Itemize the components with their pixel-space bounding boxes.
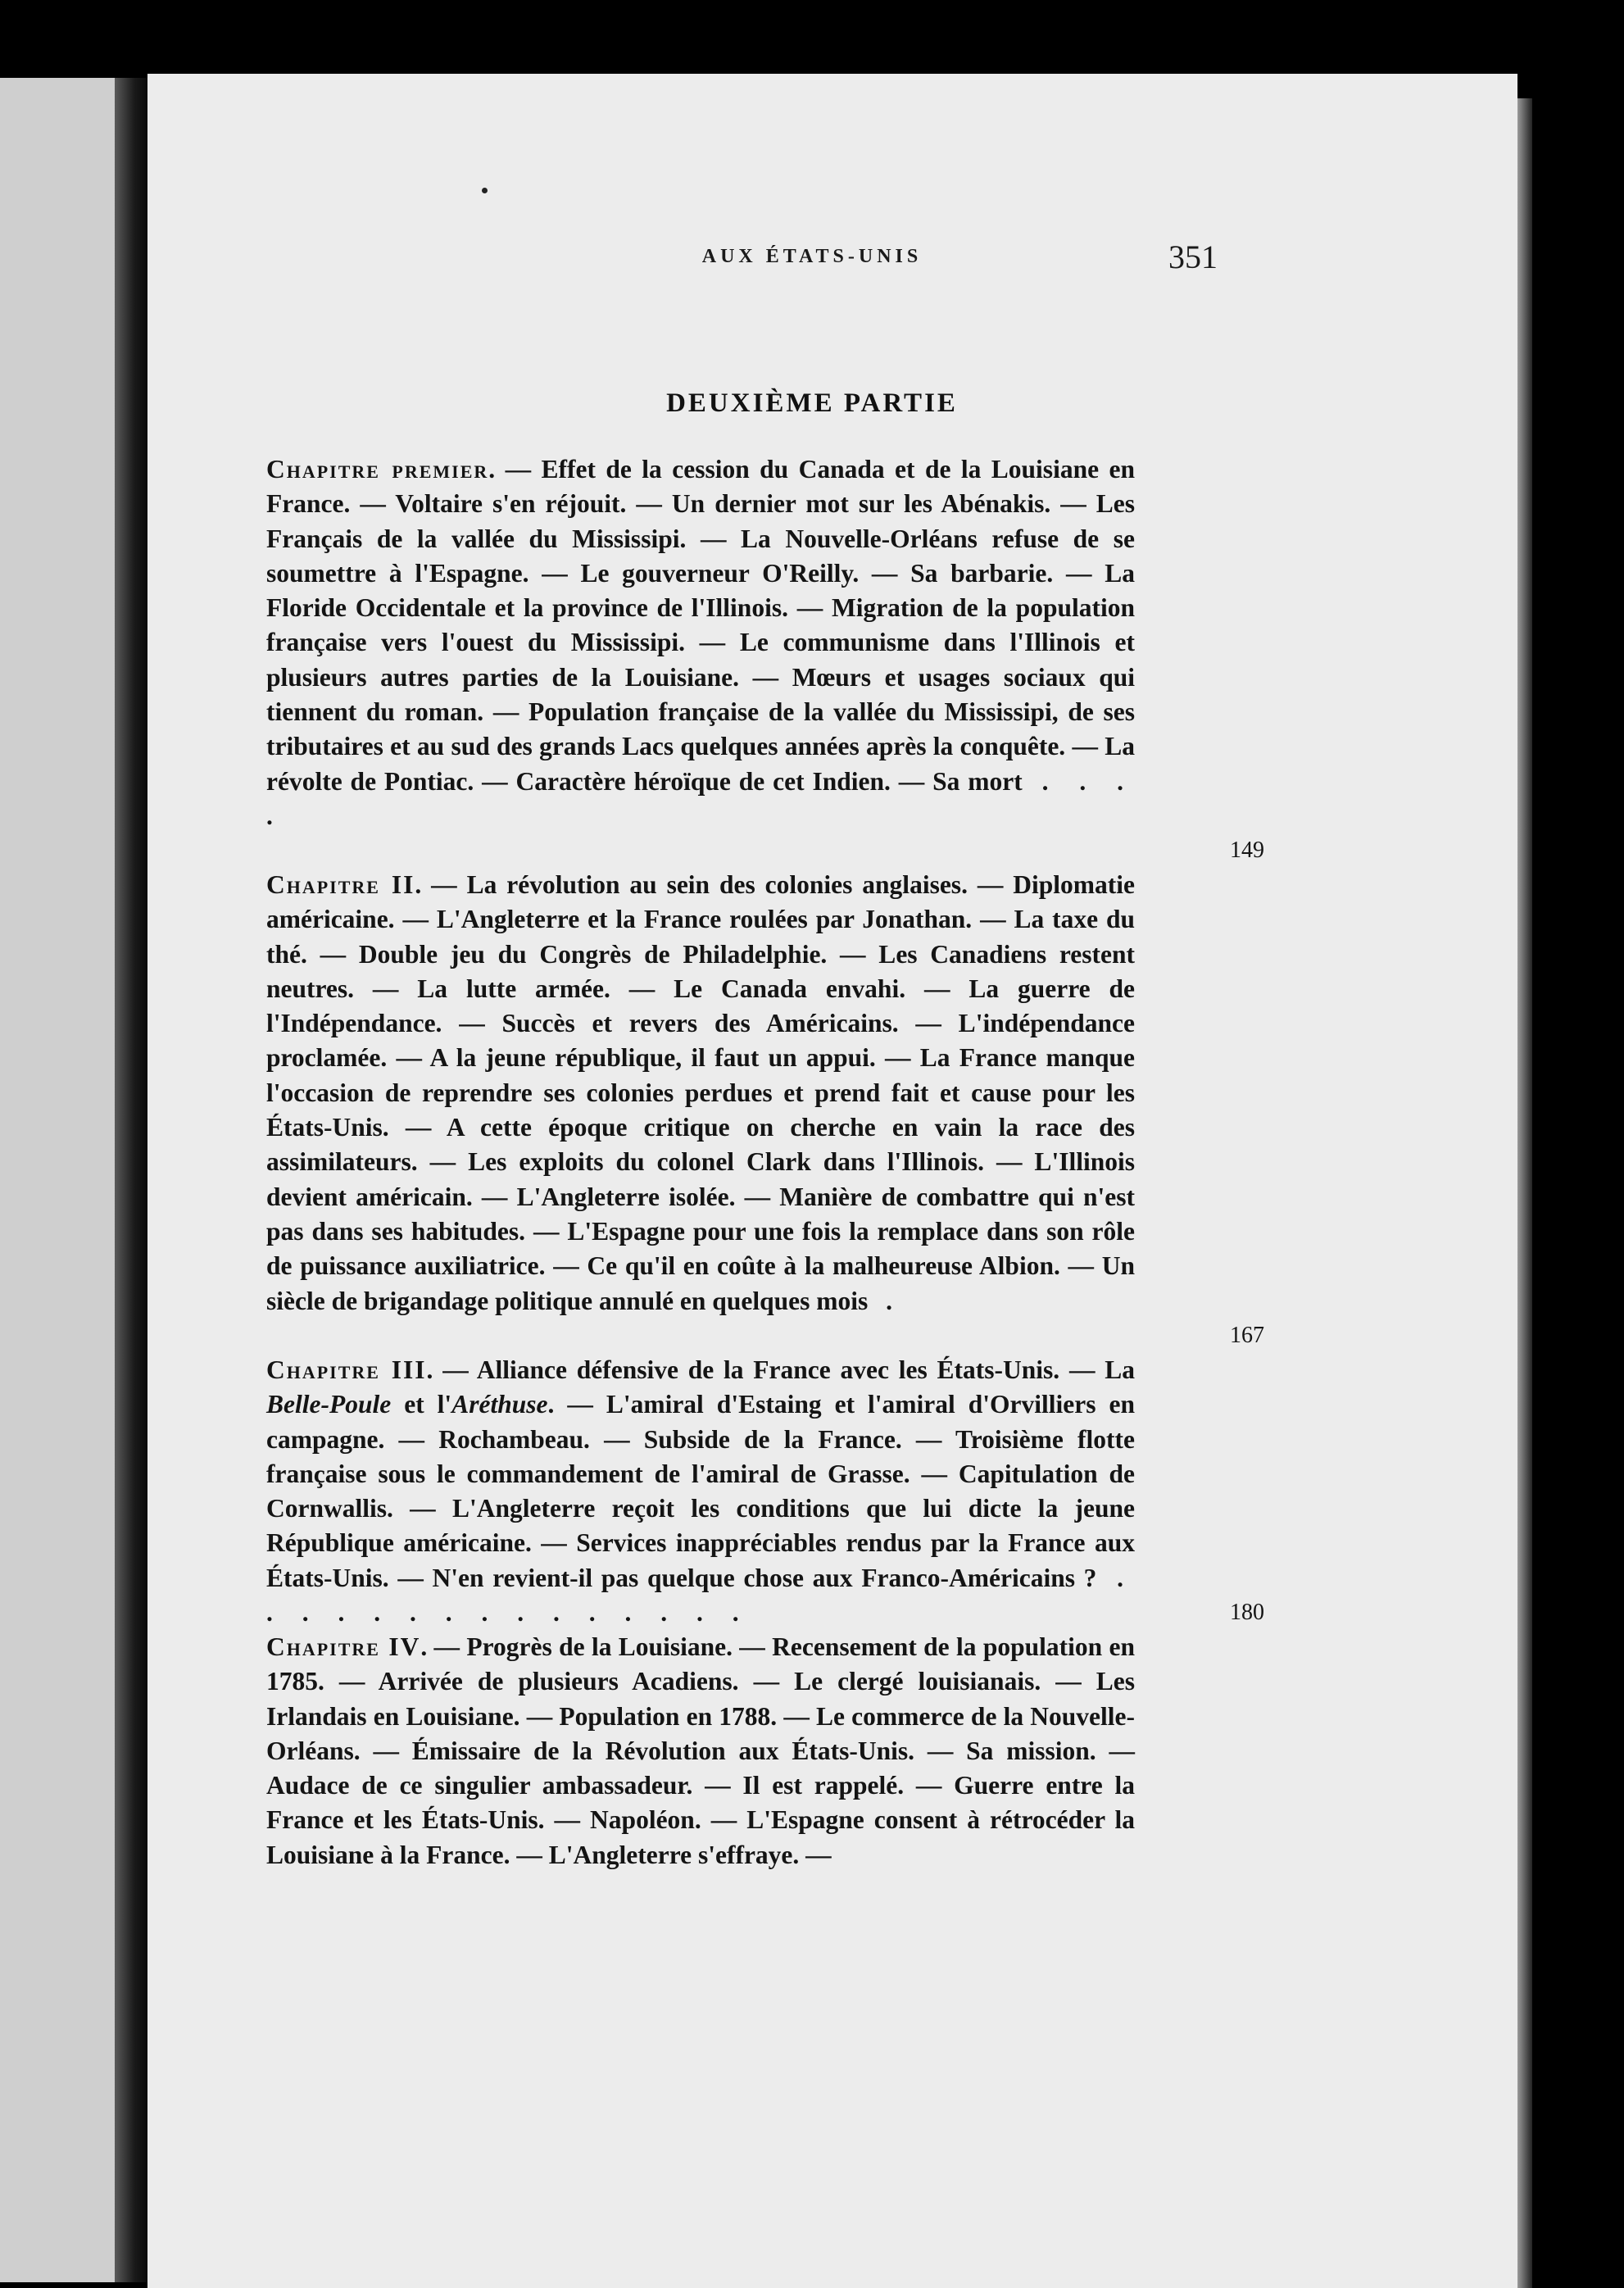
running-head: AUX ÉTATS-UNIS (701, 246, 923, 267)
chapter-summary: . — Alliance défensive de la France avec les États-Unis. — La (426, 1355, 1135, 1384)
chapter-summary: et l' (391, 1390, 452, 1419)
chapter-label: Chapitre premier (266, 455, 489, 483)
ship-name: Belle-Poule (266, 1390, 392, 1419)
dot-leader: . . . . (266, 766, 1136, 830)
part-title: DEUXIÈME PARTIE (666, 388, 958, 418)
ship-name: Aréthuse (451, 1390, 548, 1419)
toc-entry-chapter-3 (266, 1353, 1264, 1630)
table-of-contents (266, 452, 1264, 1907)
chapter-summary: . — Progrès de la Louisiane. — Recensement de la population en 1785. — Arrivée de plusieurs Acadiens. — Le clergé louisianais. — Les Irlandais en Louisiane. — Population en 1788. — Le commerce de la Nouvelle-Orléans. — Émissaire de la Révolution aux États-Unis. — Sa mission. — Audace de ce singulier ambassadeur. — Il est rappelé. — Guerre entre la France et les États-Unis. — Napoléon. — L'Espagne consent à rétrocéder la Louisiane à la France. — L'Angleterre s'effraye. — (266, 1632, 1135, 1869)
page-number: 351 (1168, 238, 1218, 275)
chapter-page-ref: 180 (1230, 1599, 1264, 1625)
chapter-summary: . — Effet de la cession du Canada et de la Louisiane en France. — Voltaire s'en réjouit. — Un dernier mot sur les Abénakis. — Les Français de la vallée du Mississipi. — La Nouvelle-Orléans refuse de se soumettre à l'Espagne. — Le gouverneur O'Reilly. — Sa barbarie. — La Floride Occidentale et la province de l'Illinois. — Migration de la population française vers l'ouest du Mississipi. — Le communisme dans l'Illinois et plusieurs autres parties de la Louisiane. — Mœurs et usages sociaux qui tiennent du roman. — Population française de la vallée du Mississipi, de ses tributaires et au sud des grands Lacs quelques années après la conquête. — La révolte de Pontiac. — Caractère héroïque de cet Indien. — Sa mort (266, 455, 1135, 796)
ink-speck (482, 188, 488, 193)
chapter-summary: . — La révolution au sein des colonies anglaises. — Diplomatie américaine. — L'Angleterre et la France roulées par Jonathan. — La taxe du thé. — Double jeu du Congrès de Philadelphie. — Les Canadiens restent neutres. — La lutte armée. — Le Canada envahi. — La guerre de l'Indépendance. — Succès et revers des Américains. — L'indépendance proclamée. — A la jeune république, il faut un appui. — La France manque l'occasion de reprendre ses colonies perdues et prend fait et cause pour les États-Unis. — A cette époque critique on cherche en vain la race des assimilateurs. — Les exploits du colonel Clark dans l'Illinois. — L'Illinois devient américain. — L'Angleterre isolée. — Manière de combattre qui n'est pas dans ses habitudes. — L'Espagne pour une fois la remplace dans son rôle de puissance auxiliatrice. — Ce qu'il en coûte à la malheureuse Albion. — Un siècle de brigandage politique annulé en quelques mois (266, 870, 1135, 1315)
chapter-summary: . — L'amiral d'Estaing et l'amiral d'Orvilliers en campagne. — Rochambeau. — Subside de la France. — Troisième flotte française sous le commandement de l'amiral de Grasse. — Capitulation de Cornwallis. — L'Angleterre reçoit les conditions que lui dicte la jeune République américaine. — Services inappréciables rendus par la France aux États-Unis. — N'en revient-il pas quelque chose aux Franco-Américains ? (266, 1390, 1135, 1592)
toc-entry-chapter-2 (266, 868, 1264, 1353)
chapter-label: Chapitre III (266, 1355, 427, 1384)
chapter-label: Chapitre II (266, 870, 415, 899)
chapter-label: Chapitre IV (266, 1632, 421, 1661)
dot-leader: . (868, 1286, 904, 1315)
chapter-page-ref: 167 (1230, 1322, 1264, 1348)
page-edge-shadow (1517, 98, 1532, 2288)
chapter-page-ref: 149 (1230, 837, 1264, 863)
toc-entry-chapter-4 (266, 1630, 1135, 1907)
dot-leader: . . . . . . . . . . . . . . . (266, 1563, 1135, 1627)
toc-entry-chapter-1 (266, 452, 1264, 868)
